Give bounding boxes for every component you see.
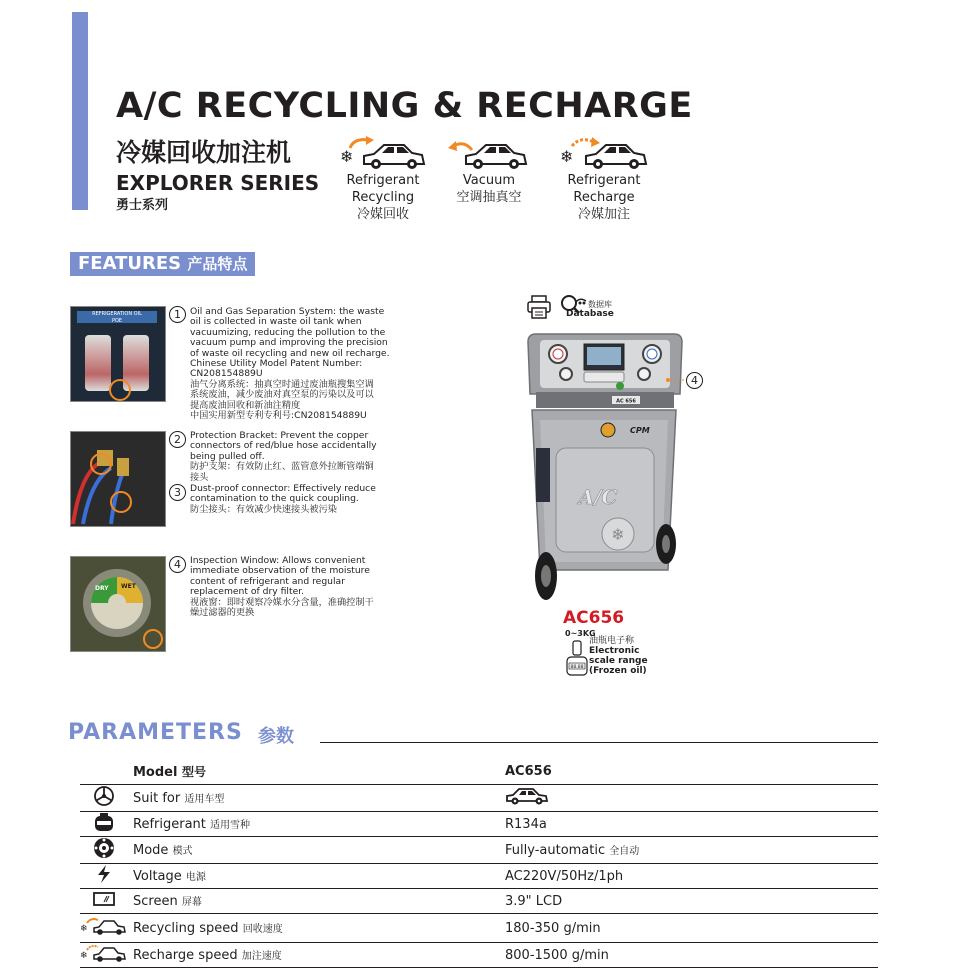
param-value: 180-350 g/min <box>505 914 878 943</box>
process-label: Recycling <box>351 190 415 205</box>
param-value: AC220V/50Hz/1ph <box>505 864 878 889</box>
feature-line: Dust-proof connector: Effectively reduce <box>190 483 376 494</box>
param-label-cn: 模式 <box>172 846 193 857</box>
table-row <box>80 914 878 943</box>
feature-line: immediate observation of the moisture <box>190 565 370 577</box>
oil-label-plate <box>77 311 157 323</box>
scale-icon <box>566 639 588 677</box>
param-label: Recycling speed <box>133 921 239 936</box>
scale-label: Electronic <box>589 646 640 656</box>
protection-bracket-photo <box>70 431 166 527</box>
feature-line: 油气分离系统：抽真空时通过废油瓶搜集空调 <box>190 378 374 390</box>
table-row <box>80 812 878 837</box>
param-label: Screen <box>133 894 178 909</box>
table-row <box>80 889 878 914</box>
param-label-cn: 回收速度 <box>242 924 283 935</box>
param-label: Voltage <box>133 869 182 884</box>
feature-line: contamination to the quick coupling. <box>190 493 359 505</box>
oil-bottle-left <box>85 335 111 391</box>
feature-line: CN208154889U <box>190 368 263 380</box>
process-label-cn: 冷媒回收 <box>356 207 409 222</box>
header-label: Model <box>133 764 178 780</box>
table-row <box>80 943 878 968</box>
process-label: Refrigerant <box>567 173 641 188</box>
printer-icon <box>526 294 552 320</box>
recharge-car-icon <box>80 943 128 963</box>
feature-line: 接头 <box>190 471 209 483</box>
feature-text-4 <box>190 556 374 618</box>
process-label: Refrigerant <box>346 173 420 188</box>
electronic-scale-info <box>565 629 648 677</box>
feature-text-1 <box>190 307 390 421</box>
inspection-window-photo <box>70 556 166 652</box>
svg-text:❄: ❄ <box>80 951 88 961</box>
feature-line: 防尘接头：有效减少快速接头被污染 <box>190 503 337 515</box>
feature-line: being pulled off. <box>190 450 265 462</box>
scale-capacity: 0~3KG <box>565 629 596 638</box>
header-label-cn: 型号 <box>181 764 206 779</box>
param-label: Suit for <box>133 791 181 806</box>
process-label-cn: 空调抽真空 <box>456 190 522 205</box>
process-label: Recharge <box>573 190 635 205</box>
car-icon <box>505 786 549 806</box>
process-vacuum <box>434 134 544 206</box>
oil-label-sub: POE <box>111 318 123 324</box>
param-label-cn: 适用雪种 <box>210 820 251 831</box>
feature-line: Inspection Window: Allows convenient <box>190 555 366 566</box>
scale-label: (Frozen oil) <box>589 666 647 676</box>
param-value: Fully-automatic <box>505 843 606 858</box>
series-name: EXPLORER SERIES <box>116 171 320 195</box>
screen-icon <box>92 891 116 907</box>
gear-mode-icon <box>93 837 115 859</box>
param-label: Mode <box>133 843 169 858</box>
param-label-cn: 屏幕 <box>181 897 202 908</box>
svg-text:❄: ❄ <box>80 924 88 934</box>
accent-bar <box>72 12 88 210</box>
feature-line: vacuumizing, reducing the pollution to the <box>190 326 386 338</box>
recycling-car-icon <box>338 134 428 172</box>
ac656-machine-illustration <box>520 330 690 610</box>
feature-line: content of refrigerant and regular <box>190 575 345 587</box>
front-label: A/C <box>578 485 618 509</box>
database-label: Database <box>566 309 614 319</box>
machine-logo: CPM <box>630 426 650 435</box>
feature-number: 3 <box>169 484 186 501</box>
param-value: 3.9" LCD <box>505 889 878 914</box>
param-label: Refrigerant <box>133 817 206 832</box>
steering-wheel-icon <box>93 785 115 807</box>
page-title: A/C RECYCLING & RECHARGE <box>116 86 693 126</box>
database-label-cn: 数据库 <box>588 300 612 309</box>
oil-separator-photo <box>70 306 166 402</box>
gauge-wet-label: WET <box>121 583 136 590</box>
feature-number: 1 <box>169 306 186 323</box>
feature-line: connectors of red/blue hose accidentally <box>190 440 377 452</box>
feature-line: oil is collected in waste oil tank when <box>190 316 362 328</box>
refrigerant-tank-icon <box>93 812 115 832</box>
param-label-cn: 加注速度 <box>241 951 282 962</box>
feature-line: Protection Bracket: Prevent the copper <box>190 430 369 441</box>
table-header-row <box>80 758 878 785</box>
param-value: R134a <box>505 812 878 837</box>
features-heading-en: FEATURES <box>78 253 182 274</box>
scale-label-cn: 油瓶电子称 <box>589 636 635 646</box>
vacuum-car-icon <box>444 134 534 172</box>
process-recharge <box>549 134 659 223</box>
hose-illustration <box>71 432 165 526</box>
param-label: Recharge speed <box>133 948 238 963</box>
feature-line: 中国实用新型专利专利号:CN208154889U <box>190 410 367 422</box>
features-heading-cn: 产品特点 <box>187 255 248 273</box>
recharge-car-icon <box>558 134 650 172</box>
feature-line: 系统废油，减少废油对真空泵的污染以及可以 <box>190 389 374 401</box>
feature-number: 2 <box>169 431 186 448</box>
scale-label: scale range <box>589 656 648 666</box>
model-name: AC656 <box>563 608 625 628</box>
feature-line: 视液窗：即时观察冷媒水分含量，准确控制干 <box>190 596 374 608</box>
param-value: 800-1500 g/min <box>505 943 878 968</box>
table-row <box>80 785 878 812</box>
sight-glass-illustration <box>71 557 165 651</box>
param-label-cn: 适用车型 <box>184 794 225 805</box>
scale-description <box>589 636 648 676</box>
recycling-car-icon <box>80 916 128 936</box>
feature-line: of waste oil recycling and new oil recharge. <box>190 347 390 359</box>
feature-line: replacement of dry filter. <box>190 586 305 598</box>
series-name-cn: 勇士系列 <box>116 198 169 213</box>
feature-line: 燥过滤器的更换 <box>190 607 255 619</box>
scale-display: 88.88 <box>570 665 584 670</box>
svg-text:❄: ❄ <box>611 525 625 544</box>
feature-number: 4 <box>169 556 186 573</box>
svg-text:❄: ❄ <box>340 147 354 166</box>
param-value-cn: 全自动 <box>609 846 640 857</box>
feature-text-2 <box>190 431 377 483</box>
feature-line: 防护支架：有效防止红、蓝管意外拉断管端铜 <box>190 461 374 473</box>
feature-text-3 <box>190 484 376 515</box>
parameters-heading-cn: 参数 <box>258 726 294 747</box>
page-title-cn: 冷媒回收加注机 <box>116 138 292 167</box>
callout-ring <box>109 379 131 401</box>
feature-line: vacuum pump and improving the precision <box>190 337 388 349</box>
feature-line: 提高废油回收和新油注精度 <box>190 399 301 411</box>
lightning-icon <box>94 864 114 884</box>
parameters-table <box>80 758 878 968</box>
process-label-cn: 冷媒加注 <box>577 207 630 222</box>
oil-label-text: REFRIGERATION OIL <box>92 311 142 317</box>
parameters-heading: PARAMETERS <box>68 720 243 745</box>
feature-line: Oil and Gas Separation System: the waste <box>190 306 385 317</box>
gauge-dry-label: DRY <box>95 585 109 592</box>
svg-text:❄: ❄ <box>560 147 574 166</box>
machine-callout-number: 4 <box>686 372 703 389</box>
parameters-rule <box>320 742 878 743</box>
process-label: Vacuum <box>462 173 516 188</box>
table-row <box>80 837 878 864</box>
features-heading <box>70 252 255 276</box>
process-recycling <box>328 134 438 223</box>
table-row <box>80 864 878 889</box>
panel-model-label: AC 656 <box>616 398 636 405</box>
header-value: AC656 <box>505 758 878 785</box>
feature-line: Chinese Utility Model Patent Number: <box>190 358 363 370</box>
param-label-cn: 电源 <box>185 872 206 883</box>
